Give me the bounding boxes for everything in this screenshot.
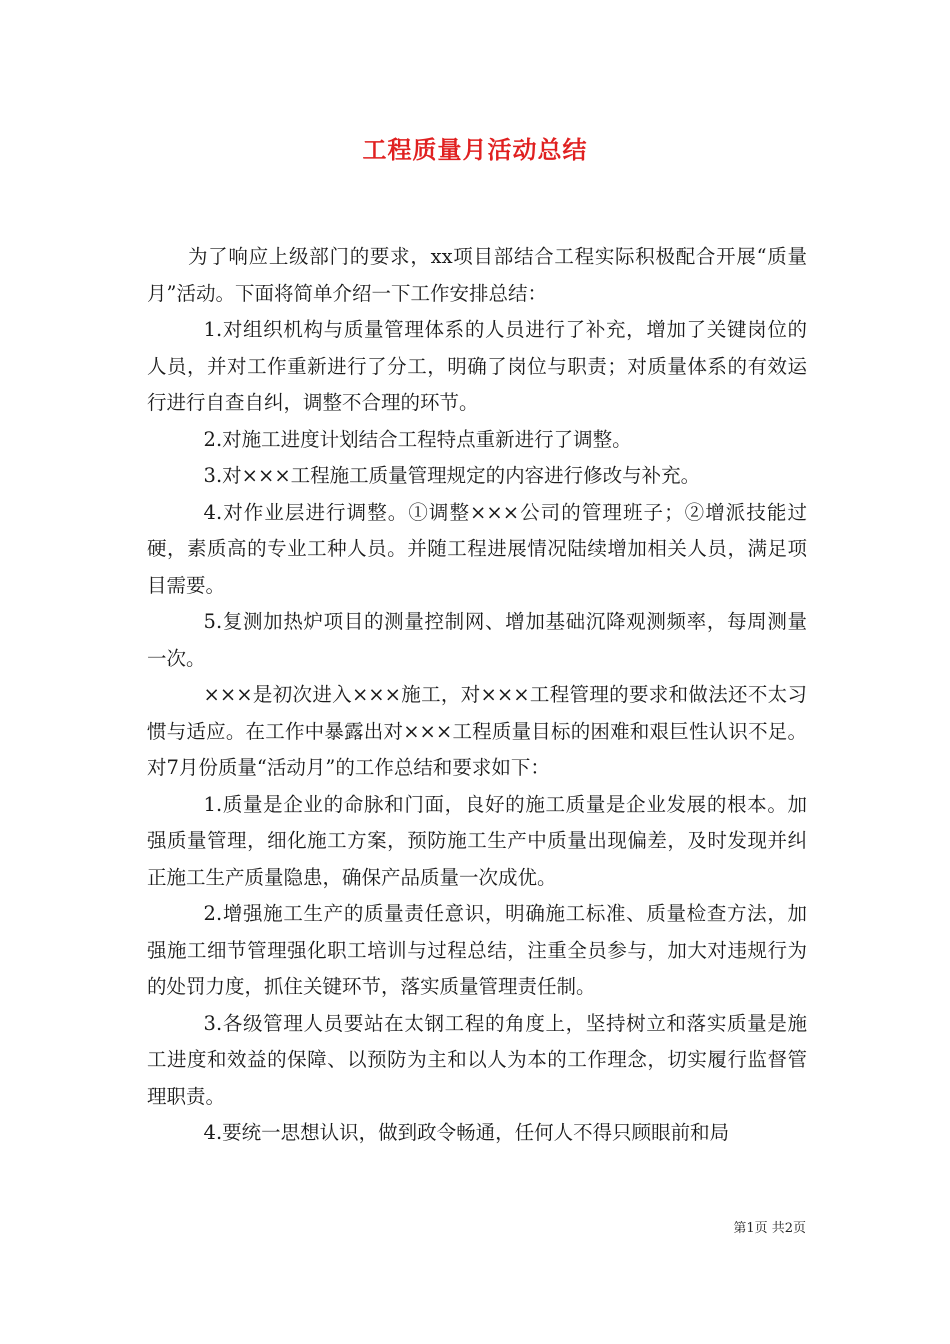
paragraph-requirement-3: 3.各级管理人员要站在太钢工程的角度上，坚持树立和落实质量是施工进度和效益的保障、以预防为主和以人为本的工作理念，切实履行监督管理职责。 bbox=[147, 1011, 807, 1108]
paragraph-requirement-1: 1.质量是企业的命脉和门面，良好的施工质量是企业发展的根本。加强质量管理，细化施工方案，预防施工生产中质量出现偏差，及时发现并纠正施工生产质量隐患，确保产品质量一次成优。 bbox=[147, 792, 807, 889]
paragraph-item-3: 3.对×××工程施工质量管理规定的内容进行修改与补充。 bbox=[203, 464, 701, 487]
paragraph-item-1: 1.对组织机构与质量管理体系的人员进行了补充，增加了关键岗位的人员，并对工作重新进行了分工，明确了岗位与职责；对质量体系的有效运行进行自查自纠，调整不合理的环节。 bbox=[147, 318, 807, 414]
paragraph-item-2: 2.对施工进度计划结合工程特点重新进行了调整。 bbox=[203, 427, 632, 451]
paragraph-summary: ×××是初次进入×××施工，对×××工程管理的要求和做法还不太习惯与适应。在工作中暴露出对×××工程质量目标的困难和艰巨性认识不足。对7月份质量“活动月”的工作总结和要求如下： bbox=[147, 683, 807, 779]
paragraph-item-5: 5.复测加热炉项目的测量控制网、增加基础沉降观测频率，每周测量一次。 bbox=[147, 610, 807, 670]
page-title: 工程质量月活动总结 bbox=[362, 135, 588, 164]
paragraph-requirement-4: 4.要统一思想认识，做到政令畅通，任何人不得只顾眼前和局 bbox=[203, 1121, 730, 1144]
paragraph-item-4: 4.对作业层进行调整。①调整×××公司的管理班子；②增派技能过硬，素质高的专业工种人员。并随工程进展情况陆续增加相关人员，满足项目需要。 bbox=[147, 500, 807, 597]
document-body bbox=[147, 239, 807, 1152]
paragraph-intro: 为了响应上级部门的要求，xx项目部结合工程实际积极配合开展“质量月”活动。下面将简单介绍一下工作安排总结： bbox=[147, 245, 807, 305]
paragraph-requirement-2: 2.增强施工生产的质量责任意识，明确施工标准、质量检查方法，加强施工细节管理强化职工培训与过程总结，注重全员参与，加大对违规行为的处罚力度，抓住关键环节，落实质量管理责任制。 bbox=[147, 902, 807, 998]
page-number-footer: 第1页 共2页 bbox=[733, 1221, 806, 1236]
